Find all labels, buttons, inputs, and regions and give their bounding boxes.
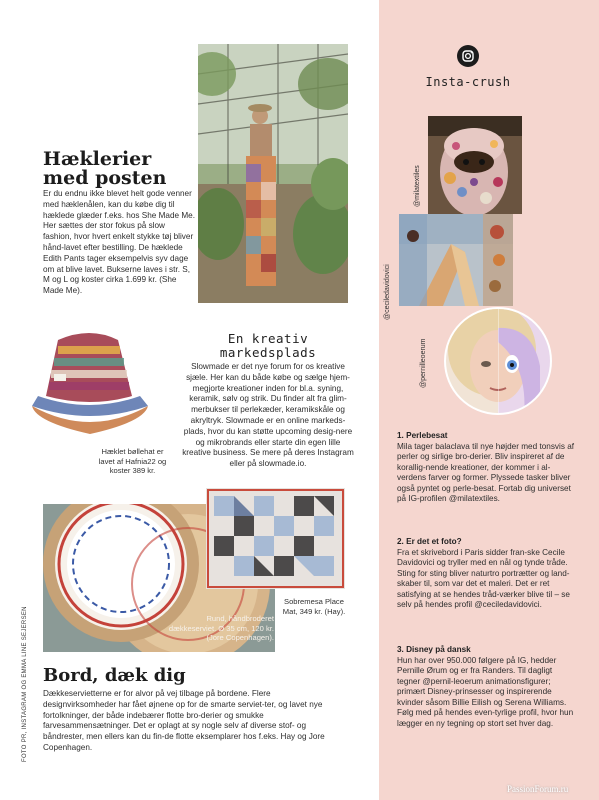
marketplace-text: Slowmade er det nye forum for os kreative sjæle. Her kan du både købe og sælge hjem-megjorte kreationer inden for bl.a. syning, keramik, sølv og strik. Du finder alt fra glim-merbukser til perlekæder, keramikskåle og akryltryk. Slowmade er en online markeds-plads, hvor du kan støtte upcoming desig-nere og mikrobrands eller starte din egen lille kreative business. Se mere på deres Instagram eller på slowmade.io. bbox=[182, 362, 354, 469]
hat-caption: Hæklet bøllehat er lavet af Hafnia22 og koster 389 kr. bbox=[98, 447, 167, 476]
section-foto-title: 2. Er det et foto? bbox=[397, 537, 462, 546]
section-disney-paa-dansk bbox=[397, 645, 575, 730]
heading-kreativ-markedsplads: En kreativ markedsplads bbox=[219, 331, 317, 360]
instagram-icon bbox=[457, 45, 479, 67]
handle-milatextiles: @milatextiles bbox=[414, 165, 421, 207]
section-disney-text: Hun har over 950.000 følgere på IG, hedder Pernille Ørum og er fra Randers. Til dagligt tegner @pernil-leoerum animationsfigurer; primært Disney-prinsesser og inspirerende kvinder såsom Billie Eilish og Serena Williams. Følg med på hendes even-tyrlige profil, hvor hun lægger en ny tegning op stort set hver dag. bbox=[397, 655, 574, 729]
section-foto-text: Fra et skrivebord i Paris sidder fran-ske Cecile Davidovici og tryller med en nål og tynde tråde. Sting for sting bliver naturtro portrætter og land-skaber til, som var det et maleri. Det er ret satisfying at se hendes tråd-værker blive til – se selv på hendes profil @ceciledavidovici. bbox=[397, 547, 570, 610]
handle-ceciledavidovici: @ceciledavidovici bbox=[384, 264, 391, 320]
section-perlebesat-title: 1. Perlebesat bbox=[397, 431, 448, 440]
section-perlebesat bbox=[397, 431, 575, 505]
watermark: PassionForum.ru bbox=[507, 784, 569, 794]
sobremesa-placemat-photo bbox=[206, 488, 345, 589]
sidebar-title: Insta-crush bbox=[425, 75, 511, 89]
doily-caption: Rund, håndbroderet dækkeserviet. Ø 35 cm, 120 kr. (Jore Copenhagen). bbox=[168, 614, 274, 643]
table-text: Dækkeservietterne er for alvor på vej tilbage på bordene. Flere designvirksomheder har fået øjnene op for de smarte serviet-ter, og lavet nye fortolkninger, der både indebærer flotte bro-derier og smukke farvesammensætninger. Det er oplagt at sy nogle selv af diverse stof- og båndrester, men ellers kan du fin-de flotte eksemplarer hos f.eks. Hay og Jore Copenhagen. bbox=[43, 689, 325, 752]
placemat-caption: Sobremesa Place Mat, 349 kr. (Hay). bbox=[282, 597, 346, 616]
section-disney-title: 3. Disney på dansk bbox=[397, 645, 471, 654]
balaclava-photo bbox=[428, 116, 522, 214]
greenhouse-crochet-pants-photo bbox=[198, 44, 348, 303]
handle-pernilleoerum: @pernilleoerum bbox=[420, 338, 427, 388]
crochet-bucket-hat-photo bbox=[28, 326, 151, 442]
embroidery-photo bbox=[399, 214, 513, 306]
section-er-det-et-foto bbox=[397, 537, 575, 611]
section-perlebesat-text: Mila tager balaclava til nye højder med tonsvis af perler og sirlige bro-derier. Bliv inspireret af de korallig-nende kreationer, der kommer i al-verdens farver og former. Plyssede tasker bliver også pyntet og perle-besat. Fortab dig universet på IG-profilen @milatextiles. bbox=[397, 441, 575, 504]
photo-credit: FOTO PR, INSTAGRAM OG EMMA LINE SEJERSEN bbox=[22, 606, 28, 762]
heading-bord-daek-dig: Bord, dæk dig bbox=[43, 665, 186, 686]
intro-text: Er du endnu ikke blevet helt gode venner med hæklenålen, kan du købe dig til hæklede glæder f.eks. hos She Made Me. Her sættes der stor fokus på slow fashion, hvor hvert enkelt stykke tøj bliver hånd-lavet efter bestilling. De hæklede Edith Pants tager eksempelvis syv dage om at blive lavet. Bukserne laves i str. S, M og L og koster cirka 1.699 kr. (She Made Me). bbox=[43, 189, 196, 296]
heading-haeklerier: Hæklerier med posten bbox=[43, 148, 167, 189]
pernille-portrait-photo bbox=[432, 306, 564, 416]
